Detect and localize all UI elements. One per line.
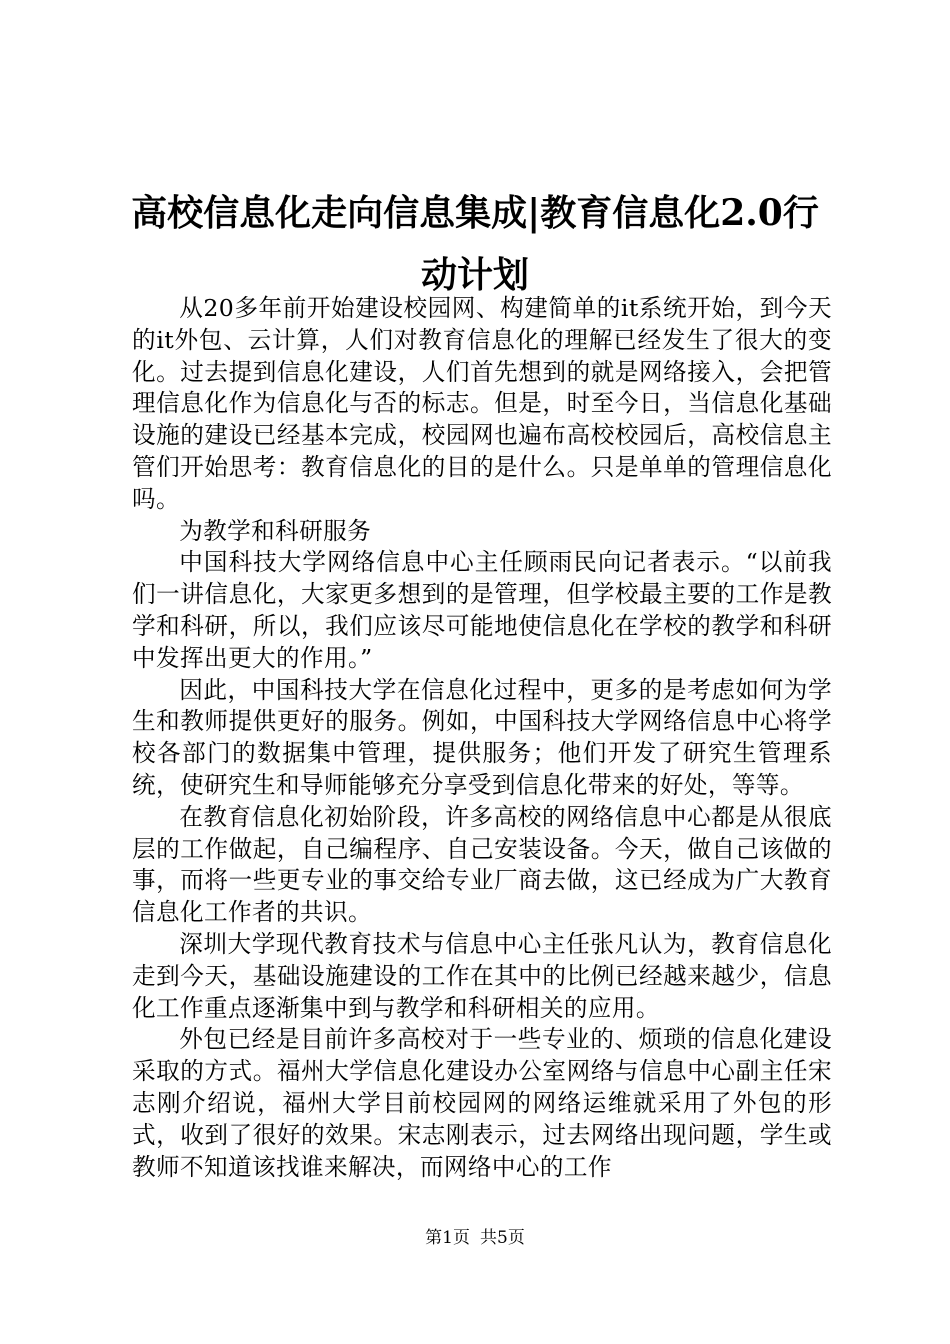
section-heading: 为教学和科研服务 [179, 516, 372, 545]
paragraph: 从20多年前开始建设校园网、构建简单的it系统开始，到今天的it外包、云计算，人们对教育信息化的理解已经发生了很大的变化。过去提到信息化建设，人们首先想到的就是网络接入，会把管理信息化作为信息化与否的标志。但是，时至今日，当信息化基础设施的建设已经基本完成，校园网也遍布高校校园后，高校信息主管们开始思考：教育信息化的目的是什么。只是单单的管理信息化吗。 [132, 294, 832, 513]
paragraph: 深圳大学现代教育技术与信息中心主任张凡认为，教育信息化走到今天，基础设施建设的工作在其中的比例已经越来越少，信息化工作重点逐渐集中到与教学和科研相关的应用。 [132, 929, 832, 1022]
page-number: 第1页 [425, 1228, 470, 1248]
paragraph: 在教育信息化初始阶段，许多高校的网络信息中心都是从很底层的工作做起，自己编程序、自己安装设备。今天，做自己该做的事，而将一些更专业的事交给专业厂商去做，这已经成为广大教育信息化工作者的共识。 [132, 802, 832, 927]
document-body [132, 293, 832, 1183]
page-total: 共5页 [480, 1228, 525, 1248]
page-footer [0, 1227, 950, 1249]
paragraph: 外包已经是目前许多高校对于一些专业的、烦琐的信息化建设采取的方式。福州大学信息化建设办公室网络与信息中心副主任宋志刚介绍说，福州大学目前校园网的网络运维就采用了外包的形式，收到了很好的效果。宋志刚表示，过去网络出现问题，学生或教师不知道该找谁来解决，而网络中心的工作 [132, 1025, 832, 1181]
paragraph: 中国科技大学网络信息中心主任顾雨民向记者表示。“以前我们一讲信息化，大家更多想到的是管理，但学校最主要的工作是教学和科研，所以，我们应该尽可能地使信息化在学校的教学和科研中发挥出更大的作用。” [132, 548, 832, 672]
document-title: 高校信息化走向信息集成|教育信息化2.0行动计划 [131, 192, 819, 296]
paragraph: 因此，中国科技大学在信息化过程中，更多的是考虑如何为学生和教师提供更好的服务。例如，中国科技大学网络信息中心将学校各部门的数据集中管理，提供服务；他们开发了研究生管理系统，使研究生和导师能够充分享受到信息化带来的好处，等等。 [132, 675, 832, 799]
